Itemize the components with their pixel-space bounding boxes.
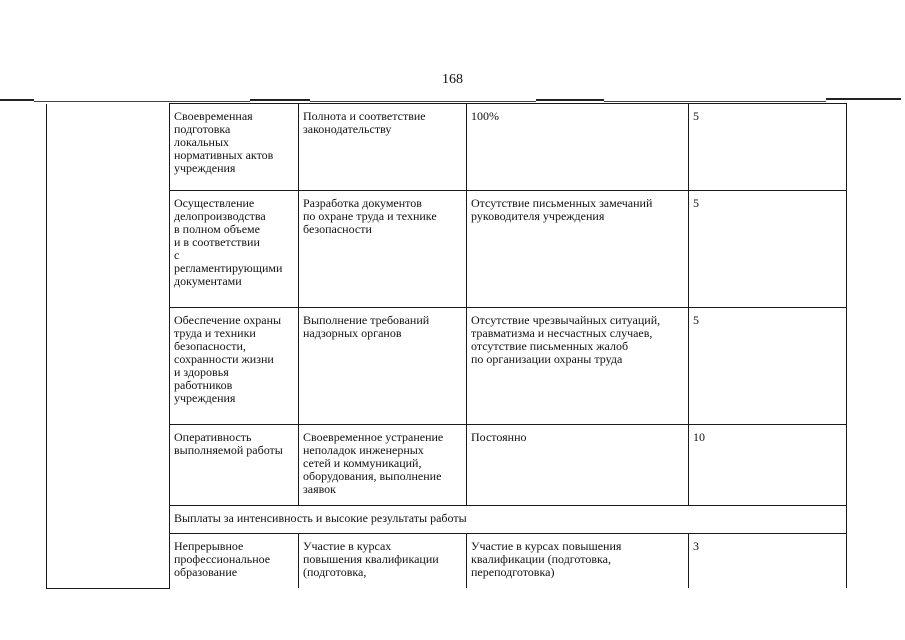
- condition-cell: Участие в курсах повышения квалификации (подготовка, переподготовка): [467, 534, 689, 589]
- scan-artifact-line: [826, 98, 901, 100]
- criterion-cell: Оперативность выполняемой работы: [170, 425, 299, 506]
- criterion-cell: Осуществление делопроизводства в полном объеме и в соответствии с регламентирующими документами: [170, 191, 299, 308]
- table-row: [47, 104, 847, 191]
- points-cell: 3: [689, 534, 847, 589]
- points-cell: 10: [689, 425, 847, 506]
- condition-cell: Постоянно: [467, 425, 689, 506]
- criterion-cell: Обеспечение охраны труда и техники безопасности, сохранности жизни и здоровья работников учреждения: [170, 308, 299, 425]
- indicator-cell: Выполнение требований надзорных органов: [299, 308, 467, 425]
- points-cell: 5: [689, 308, 847, 425]
- scan-artifact-line: [604, 101, 826, 102]
- criterion-cell: Своевременная подготовка локальных нормативных актов учреждения: [170, 104, 299, 191]
- scan-artifact-line: [34, 101, 250, 102]
- condition-cell: Отсутствие чрезвычайных ситуаций, травматизма и несчастных случаев, отсутствие письменных жалоб по организации охраны труда: [467, 308, 689, 425]
- scan-artifact-line: [0, 99, 34, 101]
- points-cell: 5: [689, 191, 847, 308]
- scan-artifact-line: [536, 99, 604, 101]
- page-number: 168: [442, 72, 463, 87]
- indicator-cell: Своевременное устранение неполадок инженерных сетей и коммуникаций, оборудования, выполнение заявок: [299, 425, 467, 506]
- criteria-table: [46, 103, 847, 589]
- scan-artifact-line: [250, 99, 310, 101]
- criterion-cell: Непрерывное профессиональное образование: [170, 534, 299, 589]
- condition-cell: Отсутствие письменных замечаний руководителя учреждения: [467, 191, 689, 308]
- scan-artifact-line: [310, 101, 536, 102]
- indicator-cell: Разработка документов по охране труда и технике безопасности: [299, 191, 467, 308]
- points-cell: 5: [689, 104, 847, 191]
- indicator-cell: Полнота и соответствие законодательству: [299, 104, 467, 191]
- empty-left-column: [47, 104, 170, 589]
- condition-cell: 100%: [467, 104, 689, 191]
- section-header: Выплаты за интенсивность и высокие результаты работы: [170, 506, 847, 534]
- indicator-cell: Участие в курсах повышения квалификации (подготовка,: [299, 534, 467, 589]
